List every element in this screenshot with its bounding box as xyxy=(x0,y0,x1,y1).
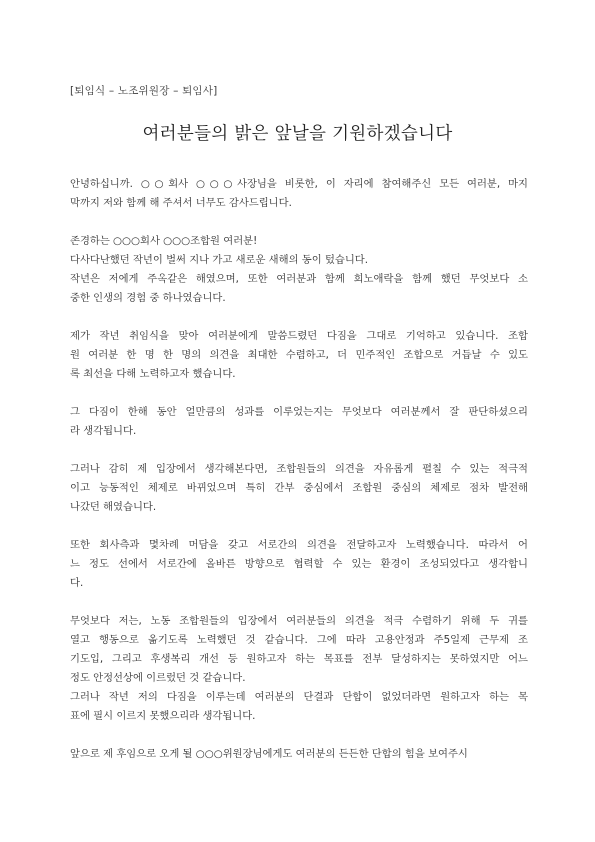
paragraph-line: 안녕하십니까. ○○회사 ○○○사장님을 비롯한, 이 자리에 참여해주신 모든 여러분, 마지 xyxy=(70,178,528,190)
paragraph-line: 그 다짐이 한해 동안 얼만큼의 성과를 이루었는지는 무엇보다 여러분께서 잘 판단하셨으리 xyxy=(70,406,528,418)
body-paragraph xyxy=(70,232,528,308)
paragraph-line: 나갔던 해였습니다. xyxy=(70,501,157,513)
paragraph-line: 막까지 저와 함께 해 주셔서 너무도 감사드립니다. xyxy=(70,197,292,209)
body-paragraph xyxy=(70,612,528,726)
body-paragraph xyxy=(70,403,528,441)
paragraph-line: 다. xyxy=(70,577,84,589)
paragraph-line: 중한 인생의 경험 중 하나였습니다. xyxy=(70,292,226,304)
paragraph-line: 라 생각됩니다. xyxy=(70,425,137,437)
paragraph-line: 다사다난했던 작년이 벌써 지나 가고 새로운 새해의 동이 텄습니다. xyxy=(70,254,369,266)
document-body xyxy=(70,175,528,783)
body-paragraph xyxy=(70,327,528,384)
paragraph-line: 제가 작년 취임식을 맞아 여러분에게 말씀드렸던 다짐을 그대로 기억하고 있습니다. 조합 xyxy=(70,330,528,342)
body-paragraph xyxy=(70,745,528,764)
body-paragraph xyxy=(70,175,528,213)
paragraph-line: 기도입, 그리고 후생복리 개선 등 원하고자 하는 목표를 전부 달성하지는 못하였지만 어느 xyxy=(70,653,529,665)
paragraph-line: 또한 회사측과 몇차례 머담을 갖고 서로간의 의견을 전달하고자 노력했습니다. 따라서 어 xyxy=(70,539,528,551)
document-title: 여러분들의 밝은 앞날을 기원하겠습니다 xyxy=(142,124,453,144)
paragraph-line: 그러나 작년 저의 다짐을 이루는데 여러분의 단결과 단합이 없었더라면 원하고자 하는 목 xyxy=(70,691,528,703)
paragraph-line: 록 최선을 다해 노력하고자 했습니다. xyxy=(70,368,236,380)
paragraph-line: 작년은 저에게 주옥같은 해였으며, 또한 여러분과 함께 희노애락을 함께 했던 무엇보다 소 xyxy=(70,273,528,285)
paragraph-line: 앞으로 제 후임으로 오게 될 ○○○위원장님에게도 여러분의 든든한 단합의 힘을 보여주시 xyxy=(70,748,468,760)
paragraph-line: 표에 필시 이르지 못했으리라 생각됩니다. xyxy=(70,710,256,722)
paragraph-line: 무엇보다 저는, 노동 조합원들의 입장에서 여러분들의 의견을 적극 수렴하기 위해 두 귀를 xyxy=(70,615,528,627)
paragraph-line: 존경하는 ○○○회사 ○○○조합원 여러분! xyxy=(70,235,258,247)
paragraph-line: 그러나 감히 제 입장에서 생각해본다면, 조합원들의 의견을 자유롭게 펼칠 수 있는 적극적 xyxy=(70,463,528,475)
body-paragraph xyxy=(70,536,528,593)
paragraph-line: 이고 능동적인 체제로 바뀌었으며 특히 간부 중심에서 조합원 중심의 체제로 점차 발전해 xyxy=(70,482,528,494)
paragraph-line: 느 정도 선에서 서로간에 올바른 방향으로 협력할 수 있는 환경이 조성되었다고 생각합니 xyxy=(70,558,528,570)
paragraph-line: 정도 안정선상에 이르렀던 것 같습니다. xyxy=(70,672,246,684)
body-paragraph xyxy=(70,460,528,517)
paragraph-line: 원 여러분 한 명 한 명의 의견을 최대한 수렴하고, 더 민주적인 조합으로 거듭날 수 있도 xyxy=(70,349,528,361)
document-category-tag: [퇴임식 – 노조위원장 – 퇴임사] xyxy=(70,85,218,97)
paragraph-line: 열고 행동으로 옮기도록 노력했던 것 같습니다. 그에 따라 고용안정과 주5일제 근무제 조 xyxy=(70,634,528,646)
